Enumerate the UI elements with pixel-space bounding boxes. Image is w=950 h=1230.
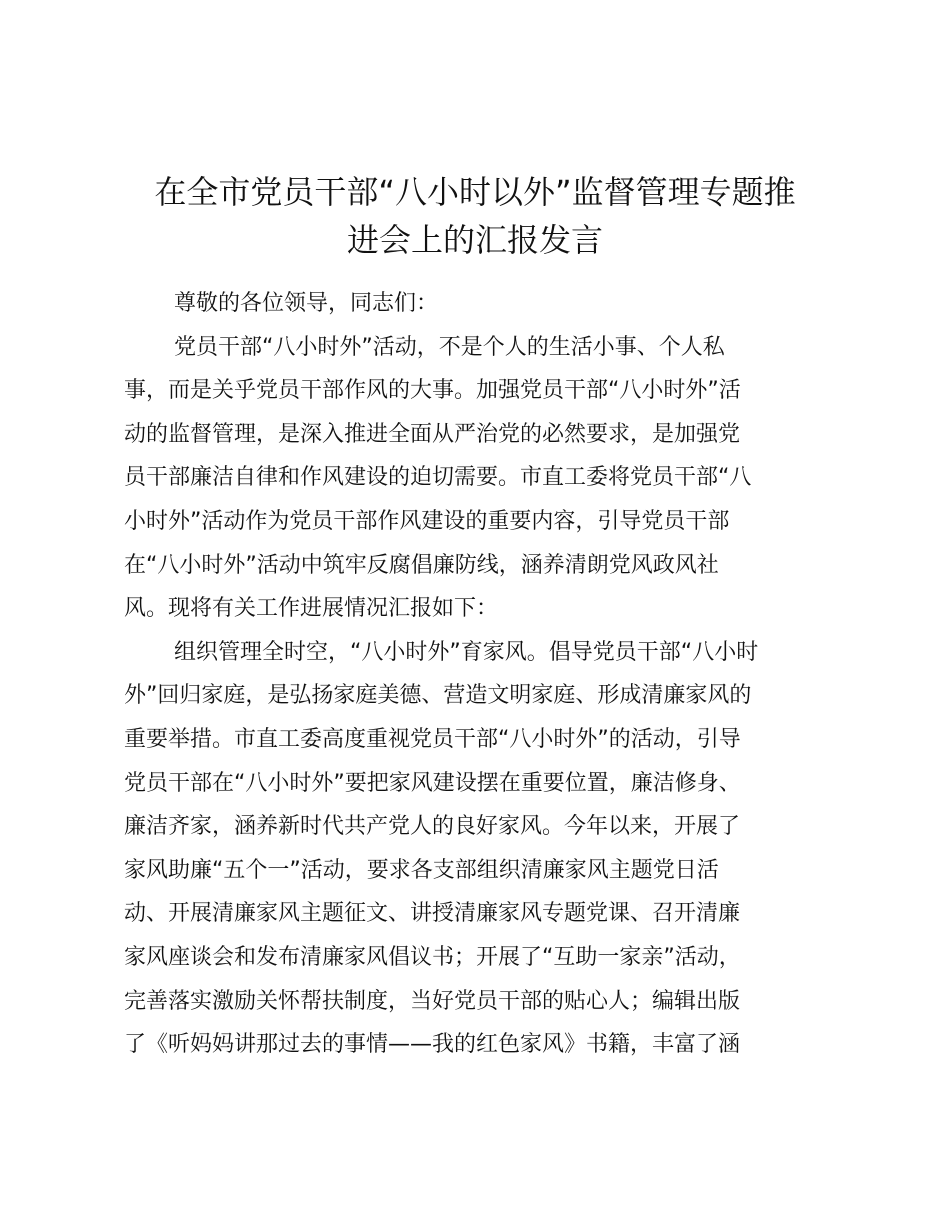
paragraph-line: 动、开展清廉家风主题征文、讲授清廉家风专题党课、召开清廉 — [124, 901, 741, 927]
paragraph-line: 风。现将有关工作进展情况汇报如下： — [124, 596, 499, 622]
paragraph-line: 动的监督管理，是深入推进全面从严治党的必然要求，是加强党 — [124, 421, 741, 447]
salutation: 尊敬的各位领导，同志们： — [174, 291, 439, 316]
paragraph-line: 小时外”活动作为党员干部作风建设的重要内容，引导党员干部 — [124, 508, 730, 534]
title-line: 进会上的汇报发言 — [346, 221, 603, 259]
document-body — [124, 282, 836, 1067]
paragraph-line: 党员干部在“八小时外”要把家风建设摆在重要位置，廉洁修身、 — [124, 770, 741, 796]
paragraph-line: 事，而是关乎党员干部作风的大事。加强党员干部“八小时外”活 — [124, 378, 741, 404]
paragraph-line: 员干部廉洁自律和作风建设的迫切需要。市直工委将党员干部“八 — [124, 465, 752, 491]
paragraph-line: 完善落实激励关怀帮扶制度，当好党员干部的贴心人；编辑出版 — [124, 988, 741, 1014]
paragraph-line: 组织管理全时空，“八小时外”育家风。倡导党员干部“八小时 — [174, 639, 759, 665]
paragraph-line: 在“八小时外”活动中筑牢反腐倡廉防线，涵养清朗党风政风社 — [124, 552, 719, 578]
paragraph-line: 党员干部“八小时外”活动，不是个人的生活小事、个人私 — [174, 334, 725, 360]
paragraph-line: 外”回归家庭，是弘扬家庭美德、营造文明家庭、形成清廉家风的 — [124, 683, 752, 709]
page-title — [118, 168, 832, 264]
paragraph-line: 了《听妈妈讲那过去的事情——我的红色家风》书籍，丰富了涵 — [124, 1032, 741, 1058]
paragraph-line: 廉洁齐家，涵养新时代共产党人的良好家风。今年以来，开展了 — [124, 814, 741, 840]
title-line: 在全市党员干部“八小时以外”监督管理专题推 — [154, 173, 796, 211]
paragraph-line: 重要举措。市直工委高度重视党员干部“八小时外”的活动，引导 — [124, 726, 741, 752]
paragraph-line: 家风座谈会和发布清廉家风倡议书；开展了“互助一家亲”活动， — [124, 944, 741, 970]
paragraph-line: 家风助廉“五个一”活动，要求各支部组织清廉家风主题党日活 — [124, 857, 719, 883]
